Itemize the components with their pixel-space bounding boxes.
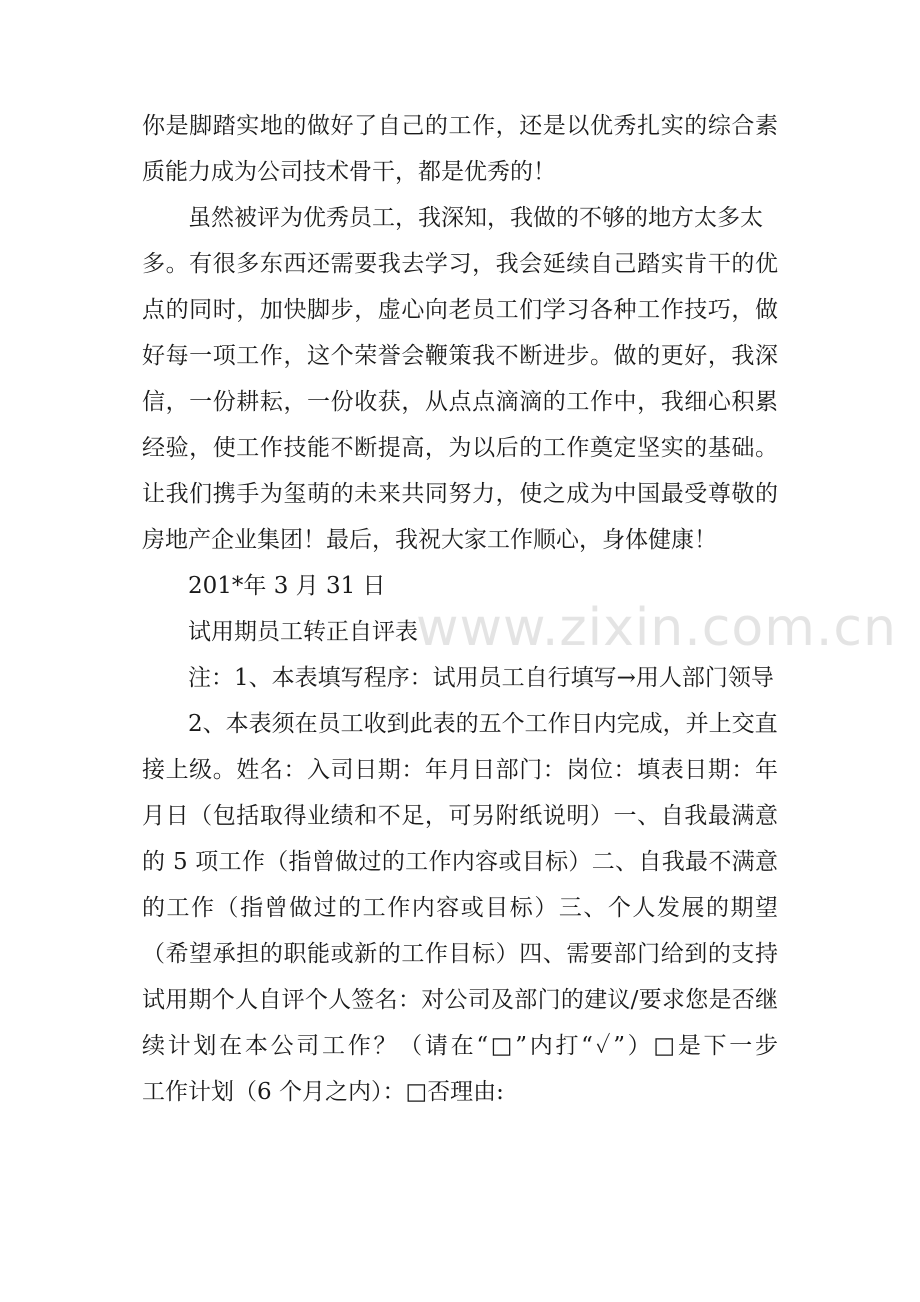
text-line: 注：1、本表填写程序：试用员工自行填写→用人部门领导 xyxy=(188,665,774,691)
watermark: www.zixin.com.cn xyxy=(416,598,897,658)
text-line: 月日（包括取得业绩和不足，可另附纸说明）一、自我最满意 xyxy=(142,803,778,829)
text-line: 试用期个人自评个人签名：对公司及部门的建议/要求您是否继 xyxy=(142,987,778,1013)
text-line: 虽然被评为优秀员工，我深知，我做的不够的地方太多太 xyxy=(188,205,763,231)
text-line: 让我们携手为玺萌的未来共同努力，使之成为中国最受尊敬的 xyxy=(142,481,778,507)
text-line: 的 5 项工作（指曾做过的工作内容或目标）二、自我最不满意 xyxy=(142,849,778,875)
text-line: 好每一项工作，这个荣誉会鞭策我不断进步。做的更好，我深 xyxy=(142,343,778,369)
text-line: 质能力成为公司技术骨干，都是优秀的！ xyxy=(142,159,556,185)
date-line: 201*年 3 月 31 日 xyxy=(188,573,386,599)
text-line: 接上级。姓名：入司日期：年月日部门：岗位：填表日期：年 xyxy=(142,757,778,783)
form-title: 试用期员工转正自评表 xyxy=(188,619,418,645)
text-line: 的工作（指曾做过的工作内容或目标）三、个人发展的期望 xyxy=(142,895,778,921)
text-line: 2、本表须在员工收到此表的五个工作日内完成，并上交直 xyxy=(188,711,778,737)
text-line: 你是脚踏实地的做好了自己的工作，还是以优秀扎实的综合素 xyxy=(142,113,778,139)
text-line: 经验，使工作技能不断提高，为以后的工作奠定坚实的基础。 xyxy=(142,435,778,461)
text-line: 点的同时，加快脚步，虚心向老员工们学习各种工作技巧，做 xyxy=(142,297,778,323)
text-line: 工作计划（6 个月之内）：□否理由: xyxy=(142,1079,504,1105)
text-line: 续计划在本公司工作？（请在“□”内打“✓”）□是下一步 xyxy=(142,1033,778,1059)
text-line: 房地产企业集团！最后，我祝大家工作顺心，身体健康！ xyxy=(142,527,717,553)
text-line: （希望承担的职能或新的工作目标）四、需要部门给到的支持 xyxy=(142,941,778,967)
text-line: 多。有很多东西还需要我去学习，我会延续自己踏实肯干的优 xyxy=(142,251,778,277)
text-line: 信，一份耕耘，一份收获，从点点滴滴的工作中，我细心积累 xyxy=(142,389,778,415)
